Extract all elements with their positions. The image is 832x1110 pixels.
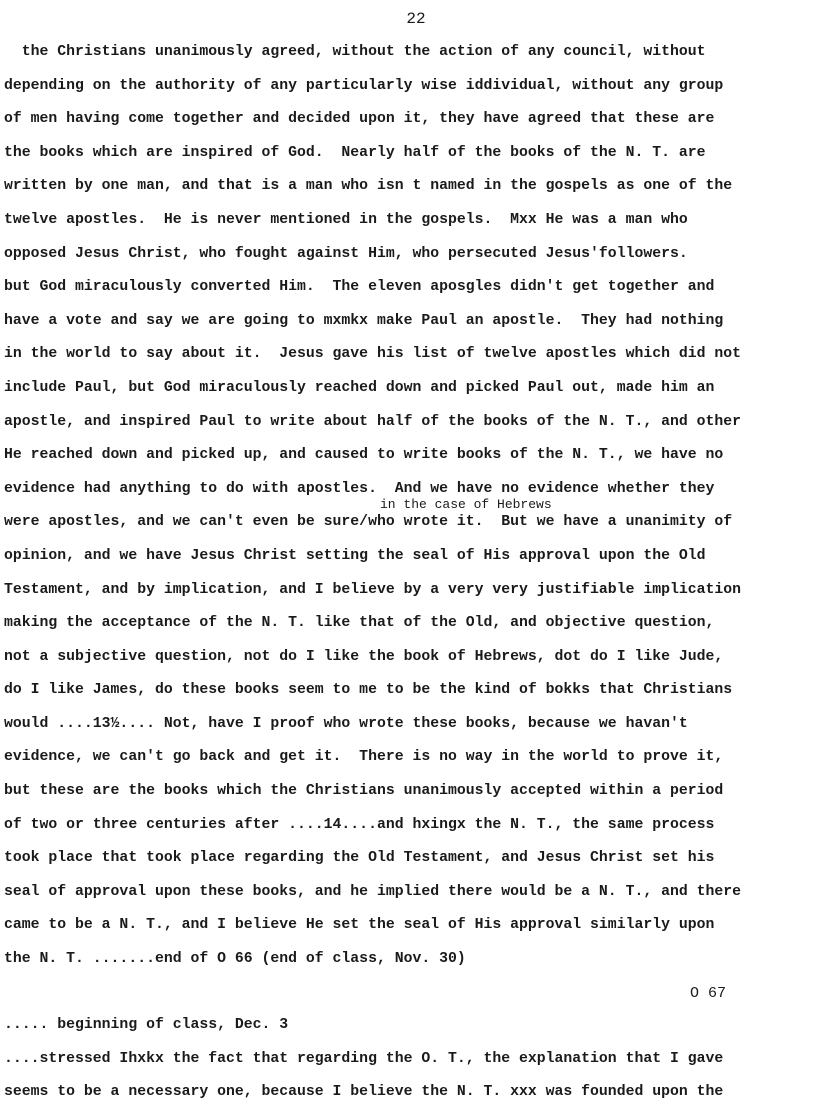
text-line: but these are the books which the Christians unanimously accepted within a period [4,783,724,800]
text-line: seems to be a necessary one, because I believe the N. T. xxx was founded upon the [4,1084,724,1101]
text-line: Testament, and by implication, and I believe by a very very justifiable implication [4,581,742,598]
text-line: the books which are inspired of God. Nearly half of the books of the N. T. are [4,144,706,161]
text-line: in the world to say about it. Jesus gave his list of twelve apostles which did not [4,346,742,363]
text-line: were apostles, and we can't even be sure/who wrote it. But we have a unanimity of [4,514,733,531]
text-line: ..... beginning of class, Dec. 3 [4,1017,289,1033]
text-line: seal of approval upon these books, and he implied there would be a N. T., and there [4,883,742,900]
text-line: opposed Jesus Christ, who fought against Him, who persecuted Jesus'followers. [4,245,688,262]
text-line: twelve apostles. He is never mentioned in the gospels. Mxx He was a man who [4,211,688,228]
text-line: do I like James, do these books seem to me to be the kind of bokks that Christians [4,682,733,699]
text-line: took place that took place regarding the Old Testament, and Jesus Christ set his [4,850,715,867]
text-line: not a subjective question, not do I like the book of Hebrews, dot do I like Jude, [4,648,724,665]
text-line: depending on the authority of any particularly wise iddividual, without any group [4,77,724,94]
text-line: evidence, we can't go back and get it. There is no way in the world to prove it, [4,749,724,766]
next-section-text [4,1009,832,1110]
text-line: the Christians unanimously agreed, without the action of any council, without [4,44,706,60]
page-number: 22 [406,10,426,28]
text-line: making the acceptance of the N. T. like that of the Old, and objective question, [4,615,715,632]
text-line: have a vote and say we are going to mxmkx make Paul an apostle. They had nothing [4,312,724,329]
text-line: came to be a N. T., and I believe He set the seal of His approval similarly upon [4,917,715,934]
text-line: apostle, and inspired Paul to write about half of the books of the N. T., and other [4,413,742,430]
text-line: the N. T. .......end of O 66 (end of class, Nov. 30) [4,951,466,968]
text-line: but God miraculously converted Him. The eleven aposgles didn't get together and [4,279,715,296]
text-line: of two or three centuries after ....14....and hxingx the N. T., the same process [4,816,715,833]
text-line: include Paul, but God miraculously reached down and picked Paul out, made him an [4,379,715,396]
text-line: would ....13½.... Not, have I proof who wrote these books, because we havan't [4,715,688,732]
text-line: ....stressed Ihxkx the fact that regarding the O. T., the explanation that I gave [4,1050,724,1067]
text-line: written by one man, and that is a man who isn t named in the gospels as one of the [4,178,733,195]
text-line: opinion, and we have Jesus Christ setting the seal of His approval upon the Old [4,547,706,564]
section-code: O 67 [690,985,727,1002]
text-line: of men having come together and decided upon it, they have agreed that these are [4,111,715,128]
text-line: evidence had anything to do with apostles. And we have no evidence whether they [4,480,715,497]
text-line: He reached down and picked up, and caused to write books of the N. T., we have no [4,447,724,464]
interlinear-note: in the case of Hebrews [380,497,552,512]
